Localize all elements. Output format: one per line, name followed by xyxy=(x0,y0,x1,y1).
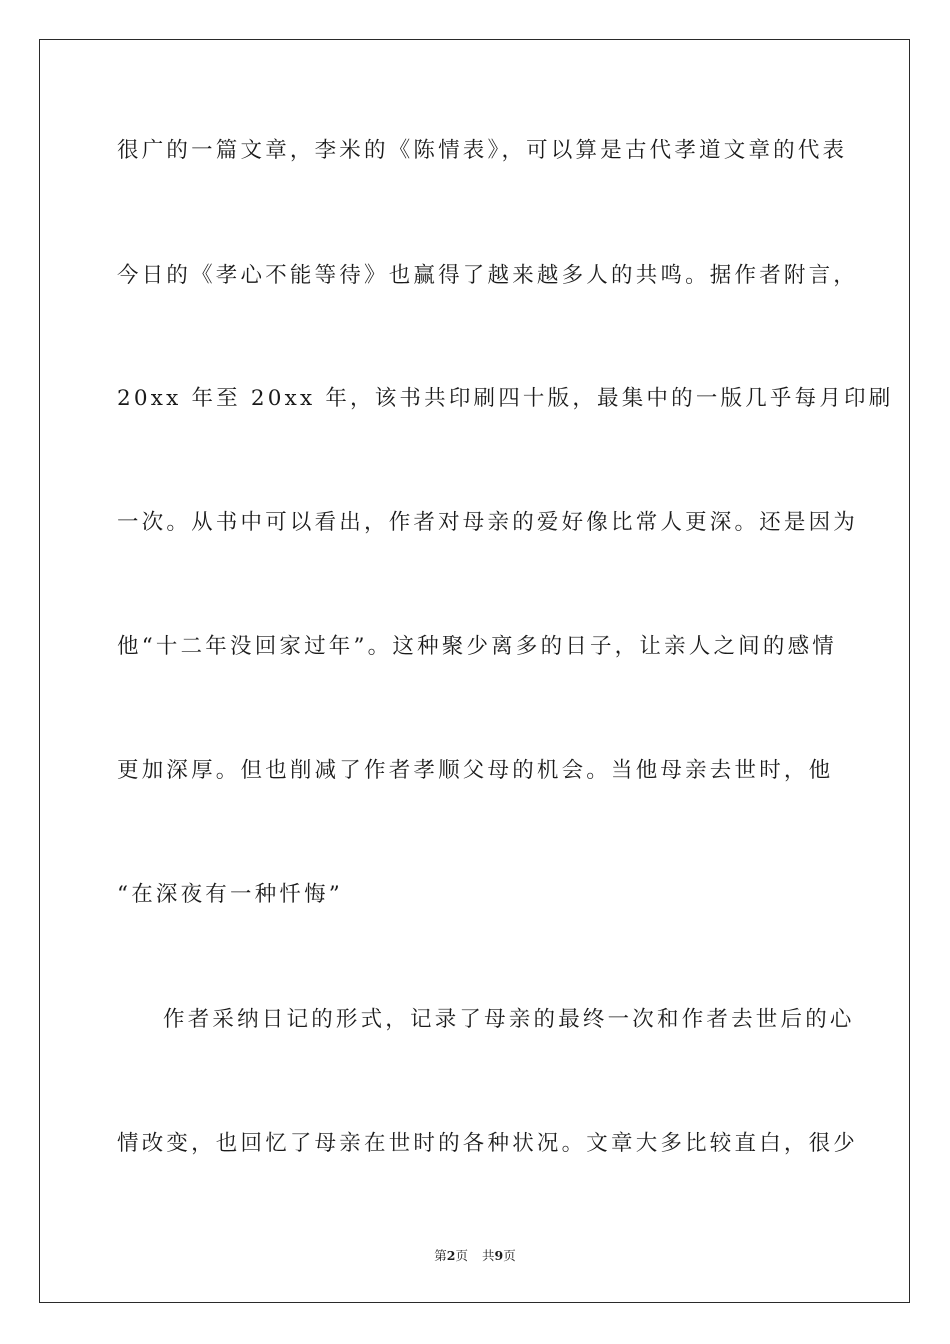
body-line: “在深夜有一种忏悔” xyxy=(117,882,343,907)
body-line: 他“十二年没回家过年”。这种聚少离多的日子，让亲人之间的感情 xyxy=(117,634,837,659)
page-footer xyxy=(0,1248,950,1264)
body-line: 今日的《孝心不能等待》也赢得了越来越多人的共鸣。据作者附言， xyxy=(117,263,859,288)
page-total: 共9页 xyxy=(482,1248,516,1263)
body-line: 情改变，也回忆了母亲在世时的各种状况。文章大多比较直白，很少 xyxy=(117,1131,859,1156)
page-border xyxy=(39,39,910,1303)
body-line: 一次。从书中可以看出，作者对母亲的爱好像比常人更深。还是因为 xyxy=(117,510,859,535)
body-line: 很广的一篇文章，李米的《陈情表》，可以算是古代孝道文章的代表 xyxy=(117,138,848,163)
page-number: 第2页 xyxy=(434,1248,468,1263)
body-line: 20xx 年至 20xx 年，该书共印刷四十版，最集中的一版几乎每月印刷 xyxy=(117,386,894,411)
body-line: 更加深厚。但也削减了作者孝顺父母的机会。当他母亲去世时，他 xyxy=(117,758,834,783)
paragraph-first-line: 作者采纳日记的形式，记录了母亲的最终一次和作者去世后的心 xyxy=(163,1007,855,1032)
